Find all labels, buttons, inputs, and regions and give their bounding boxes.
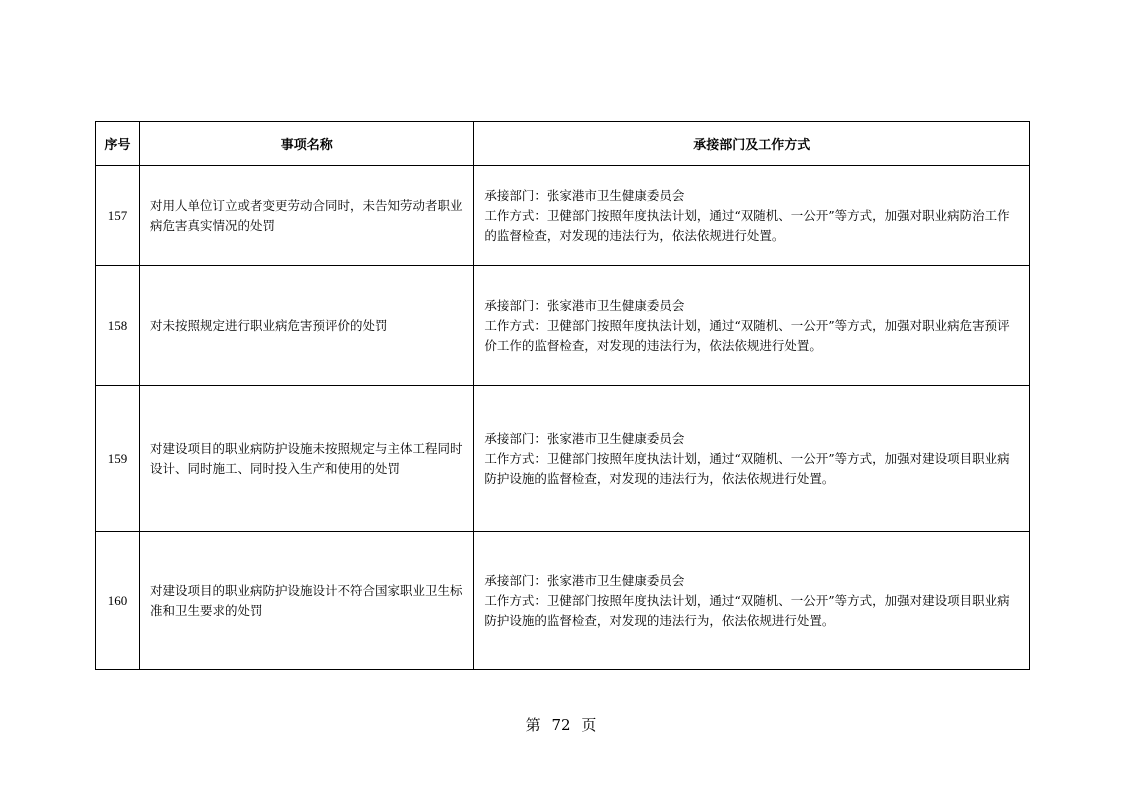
table-row xyxy=(96,532,1030,670)
method-text: 工作方式：卫健部门按照年度执法计划，通过“双随机、一公开”等方式，加强对建设项目职业病防护设施的监督检查，对发现的违法行为，依法依规进行处置。 xyxy=(484,592,1010,628)
table-row xyxy=(96,166,1030,266)
method-text: 工作方式：卫健部门按照年度执法计划，通过“双随机、一公开”等方式，加强对建设项目职业病防护设施的监督检查，对发现的违法行为，依法依规进行处置。 xyxy=(484,450,1010,486)
page-number: 72 xyxy=(551,716,571,734)
dept-method-cell xyxy=(474,266,1030,386)
item-name: 对建设项目的职业病防护设施设计不符合国家职业卫生标准和卫生要求的处罚 xyxy=(140,532,474,670)
dept-text: 承接部门：张家港市卫生健康委员会 xyxy=(484,430,685,446)
dept-method-cell xyxy=(474,386,1030,532)
item-name: 对建设项目的职业病防护设施未按照规定与主体工程同时设计、同时施工、同时投入生产和使用的处罚 xyxy=(140,386,474,532)
dept-text: 承接部门：张家港市卫生健康委员会 xyxy=(484,187,685,203)
row-number: 158 xyxy=(96,266,140,386)
table-row xyxy=(96,386,1030,532)
items-table xyxy=(95,121,1030,670)
header-no: 序号 xyxy=(96,122,140,166)
item-name: 对未按照规定进行职业病危害预评价的处罚 xyxy=(140,266,474,386)
page-footer xyxy=(0,714,1122,735)
dept-method-cell xyxy=(474,166,1030,266)
method-text: 工作方式：卫健部门按照年度执法计划，通过“双随机、一公开”等方式，加强对职业病危害预评价工作的监督检查，对发现的违法行为，依法依规进行处置。 xyxy=(484,317,1010,353)
dept-method-cell xyxy=(474,532,1030,670)
row-number: 159 xyxy=(96,386,140,532)
table-row xyxy=(96,266,1030,386)
method-text: 工作方式：卫健部门按照年度执法计划，通过“双随机、一公开”等方式，加强对职业病防治工作的监督检查，对发现的违法行为，依法依规进行处置。 xyxy=(484,207,1010,243)
row-number: 160 xyxy=(96,532,140,670)
dept-text: 承接部门：张家港市卫生健康委员会 xyxy=(484,297,685,313)
row-number: 157 xyxy=(96,166,140,266)
item-name: 对用人单位订立或者变更劳动合同时，未告知劳动者职业病危害真实情况的处罚 xyxy=(140,166,474,266)
header-dept: 承接部门及工作方式 xyxy=(474,122,1030,166)
dept-text: 承接部门：张家港市卫生健康委员会 xyxy=(484,572,685,588)
table-header-row xyxy=(96,122,1030,166)
page-suffix: 页 xyxy=(581,716,597,734)
page-prefix: 第 xyxy=(525,716,541,734)
header-name: 事项名称 xyxy=(140,122,474,166)
